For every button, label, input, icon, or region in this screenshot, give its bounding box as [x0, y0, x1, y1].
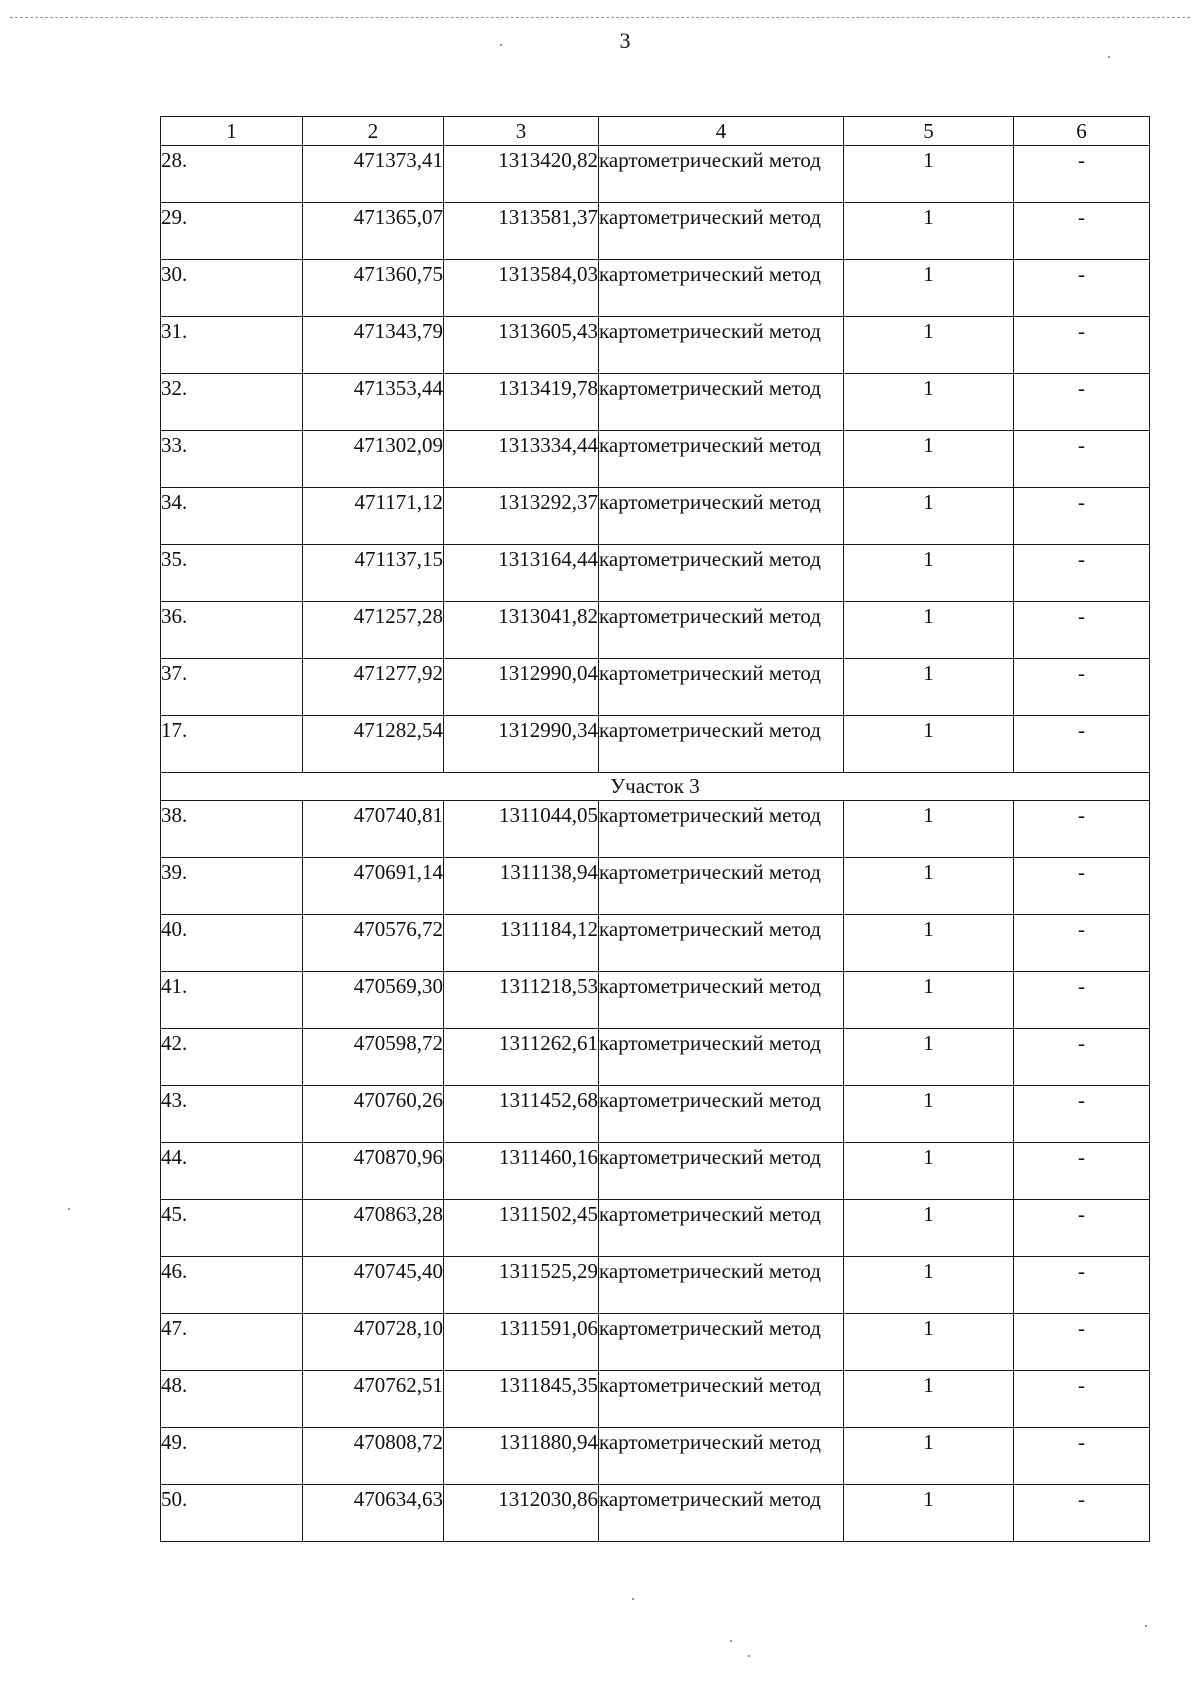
coordinate-x: 471137,15 [303, 545, 444, 602]
accuracy-value: 1 [844, 431, 1014, 488]
scan-speck [632, 1598, 634, 1600]
accuracy-value: 1 [844, 602, 1014, 659]
table-row [161, 146, 1150, 203]
coordinate-x: 471171,12 [303, 488, 444, 545]
coordinate-x: 470745,40 [303, 1257, 444, 1314]
coordinate-y: 1313334,44 [444, 431, 599, 488]
coordinate-x: 470569,30 [303, 972, 444, 1029]
table-row [161, 203, 1150, 260]
coordinate-x: 471343,79 [303, 317, 444, 374]
note-value: - [1014, 545, 1150, 602]
accuracy-value: 1 [844, 915, 1014, 972]
note-value: - [1014, 915, 1150, 972]
coordinate-y: 1313581,37 [444, 203, 599, 260]
column-header: 3 [444, 117, 599, 146]
coordinate-y: 1311502,45 [444, 1200, 599, 1257]
section-title: Участок 3 [161, 773, 1150, 801]
scan-edge-line [10, 17, 1190, 18]
note-value: - [1014, 1086, 1150, 1143]
point-number: 33. [161, 431, 303, 488]
table-row [161, 1428, 1150, 1485]
accuracy-value: 1 [844, 1200, 1014, 1257]
coordinate-x: 471302,09 [303, 431, 444, 488]
column-header: 5 [844, 117, 1014, 146]
coordinate-x: 470740,81 [303, 801, 444, 858]
coordinate-x: 470760,26 [303, 1086, 444, 1143]
determination-method: картометрический метод [599, 1257, 844, 1314]
point-number: 38. [161, 801, 303, 858]
table-row [161, 1143, 1150, 1200]
note-value: - [1014, 972, 1150, 1029]
point-number: 47. [161, 1314, 303, 1371]
column-header: 4 [599, 117, 844, 146]
note-value: - [1014, 1200, 1150, 1257]
coordinate-y: 1311525,29 [444, 1257, 599, 1314]
coordinate-x: 471353,44 [303, 374, 444, 431]
accuracy-value: 1 [844, 1371, 1014, 1428]
accuracy-value: 1 [844, 716, 1014, 773]
accuracy-value: 1 [844, 317, 1014, 374]
point-number: 49. [161, 1428, 303, 1485]
coordinate-y: 1311218,53 [444, 972, 599, 1029]
column-header: 6 [1014, 117, 1150, 146]
determination-method: картометрический метод [599, 488, 844, 545]
accuracy-value: 1 [844, 488, 1014, 545]
section-heading-group [161, 773, 1150, 801]
column-header: 2 [303, 117, 444, 146]
point-number: 36. [161, 602, 303, 659]
point-number: 35. [161, 545, 303, 602]
coordinate-y: 1312990,34 [444, 716, 599, 773]
coordinate-y: 1311880,94 [444, 1428, 599, 1485]
scan-speck [1108, 56, 1110, 58]
point-number: 30. [161, 260, 303, 317]
point-number: 43. [161, 1086, 303, 1143]
point-number: 37. [161, 659, 303, 716]
note-value: - [1014, 317, 1150, 374]
point-number: 31. [161, 317, 303, 374]
determination-method: картометрический метод [599, 858, 844, 915]
scan-speck [730, 1640, 732, 1642]
table-row [161, 659, 1150, 716]
accuracy-value: 1 [844, 1314, 1014, 1371]
section-row [161, 773, 1150, 801]
coordinate-y: 1311845,35 [444, 1371, 599, 1428]
accuracy-value: 1 [844, 1029, 1014, 1086]
table-header [161, 117, 1150, 146]
determination-method: картометрический метод [599, 1485, 844, 1542]
table-row [161, 1200, 1150, 1257]
point-number: 46. [161, 1257, 303, 1314]
coordinate-x: 471282,54 [303, 716, 444, 773]
determination-method: картометрический метод [599, 260, 844, 317]
table-body-before-section [161, 146, 1150, 773]
note-value: - [1014, 1143, 1150, 1200]
table-row [161, 317, 1150, 374]
accuracy-value: 1 [844, 972, 1014, 1029]
note-value: - [1014, 1257, 1150, 1314]
table-row [161, 915, 1150, 972]
determination-method: картометрический метод [599, 1086, 844, 1143]
point-number: 40. [161, 915, 303, 972]
scan-speck [68, 1208, 70, 1210]
accuracy-value: 1 [844, 1143, 1014, 1200]
coordinate-x: 470808,72 [303, 1428, 444, 1485]
coordinate-y: 1313584,03 [444, 260, 599, 317]
point-number: 39. [161, 858, 303, 915]
accuracy-value: 1 [844, 146, 1014, 203]
determination-method: картометрический метод [599, 1314, 844, 1371]
note-value: - [1014, 1314, 1150, 1371]
coordinate-y: 1313419,78 [444, 374, 599, 431]
point-number: 29. [161, 203, 303, 260]
determination-method: картометрический метод [599, 1200, 844, 1257]
table-body-after-section [161, 801, 1150, 1542]
note-value: - [1014, 1485, 1150, 1542]
table-row [161, 488, 1150, 545]
accuracy-value: 1 [844, 1086, 1014, 1143]
table-row [161, 1485, 1150, 1542]
coordinate-y: 1312990,04 [444, 659, 599, 716]
table-row [161, 602, 1150, 659]
coordinate-x: 470863,28 [303, 1200, 444, 1257]
coordinate-x: 470598,72 [303, 1029, 444, 1086]
point-number: 28. [161, 146, 303, 203]
point-number: 34. [161, 488, 303, 545]
determination-method: картометрический метод [599, 545, 844, 602]
scan-speck [1145, 1625, 1147, 1627]
note-value: - [1014, 801, 1150, 858]
coordinate-x: 470576,72 [303, 915, 444, 972]
table-row [161, 1086, 1150, 1143]
coordinate-x: 471365,07 [303, 203, 444, 260]
coordinate-x: 471373,41 [303, 146, 444, 203]
accuracy-value: 1 [844, 203, 1014, 260]
coordinate-x: 470691,14 [303, 858, 444, 915]
note-value: - [1014, 1029, 1150, 1086]
determination-method: картометрический метод [599, 374, 844, 431]
note-value: - [1014, 146, 1150, 203]
coordinate-x: 470634,63 [303, 1485, 444, 1542]
coordinate-x: 471257,28 [303, 602, 444, 659]
determination-method: картометрический метод [599, 1143, 844, 1200]
point-number: 41. [161, 972, 303, 1029]
coordinate-y: 1313420,82 [444, 146, 599, 203]
coordinate-x: 470728,10 [303, 1314, 444, 1371]
determination-method: картометрический метод [599, 203, 844, 260]
page-number: 3 [619, 28, 631, 53]
scan-speck [500, 44, 502, 46]
determination-method: картометрический метод [599, 972, 844, 1029]
coordinate-x: 471277,92 [303, 659, 444, 716]
determination-method: картометрический метод [599, 1029, 844, 1086]
coordinate-x: 470762,51 [303, 1371, 444, 1428]
point-number: 48. [161, 1371, 303, 1428]
accuracy-value: 1 [844, 858, 1014, 915]
note-value: - [1014, 716, 1150, 773]
determination-method: картометрический метод [599, 659, 844, 716]
accuracy-value: 1 [844, 659, 1014, 716]
point-number: 17. [161, 716, 303, 773]
coordinate-y: 1313605,43 [444, 317, 599, 374]
note-value: - [1014, 1428, 1150, 1485]
note-value: - [1014, 858, 1150, 915]
coordinate-y: 1313164,44 [444, 545, 599, 602]
note-value: - [1014, 374, 1150, 431]
coordinates-table [160, 116, 1150, 1542]
determination-method: картометрический метод [599, 146, 844, 203]
note-value: - [1014, 1371, 1150, 1428]
column-header: 1 [161, 117, 303, 146]
accuracy-value: 1 [844, 801, 1014, 858]
table-row [161, 1029, 1150, 1086]
table-row [161, 545, 1150, 602]
accuracy-value: 1 [844, 1257, 1014, 1314]
accuracy-value: 1 [844, 1485, 1014, 1542]
determination-method: картометрический метод [599, 915, 844, 972]
accuracy-value: 1 [844, 545, 1014, 602]
note-value: - [1014, 260, 1150, 317]
table-row [161, 374, 1150, 431]
table-row [161, 972, 1150, 1029]
determination-method: картометрический метод [599, 602, 844, 659]
coordinate-y: 1313292,37 [444, 488, 599, 545]
coordinate-y: 1311044,05 [444, 801, 599, 858]
determination-method: картометрический метод [599, 1371, 844, 1428]
coordinate-y: 1311184,12 [444, 915, 599, 972]
accuracy-value: 1 [844, 1428, 1014, 1485]
table-row [161, 260, 1150, 317]
coordinate-y: 1311452,68 [444, 1086, 599, 1143]
accuracy-value: 1 [844, 374, 1014, 431]
table-row [161, 431, 1150, 488]
determination-method: картометрический метод [599, 801, 844, 858]
coordinate-y: 1311138,94 [444, 858, 599, 915]
determination-method: картометрический метод [599, 317, 844, 374]
coordinate-x: 470870,96 [303, 1143, 444, 1200]
note-value: - [1014, 203, 1150, 260]
point-number: 44. [161, 1143, 303, 1200]
scan-speck [748, 1655, 750, 1657]
determination-method: картометрический метод [599, 1428, 844, 1485]
coordinate-y: 1312030,86 [444, 1485, 599, 1542]
table-row [161, 1257, 1150, 1314]
table-row [161, 1371, 1150, 1428]
table-row [161, 1314, 1150, 1371]
determination-method: картометрический метод [599, 431, 844, 488]
coordinate-x: 471360,75 [303, 260, 444, 317]
point-number: 42. [161, 1029, 303, 1086]
determination-method: картометрический метод [599, 716, 844, 773]
note-value: - [1014, 431, 1150, 488]
note-value: - [1014, 602, 1150, 659]
point-number: 32. [161, 374, 303, 431]
accuracy-value: 1 [844, 260, 1014, 317]
coordinate-y: 1313041,82 [444, 602, 599, 659]
table-row [161, 716, 1150, 773]
table-header-row [161, 117, 1150, 146]
note-value: - [1014, 659, 1150, 716]
coordinate-y: 1311262,61 [444, 1029, 599, 1086]
table-row [161, 858, 1150, 915]
point-number: 45. [161, 1200, 303, 1257]
table-row [161, 801, 1150, 858]
coordinate-y: 1311591,06 [444, 1314, 599, 1371]
point-number: 50. [161, 1485, 303, 1542]
note-value: - [1014, 488, 1150, 545]
coordinate-y: 1311460,16 [444, 1143, 599, 1200]
